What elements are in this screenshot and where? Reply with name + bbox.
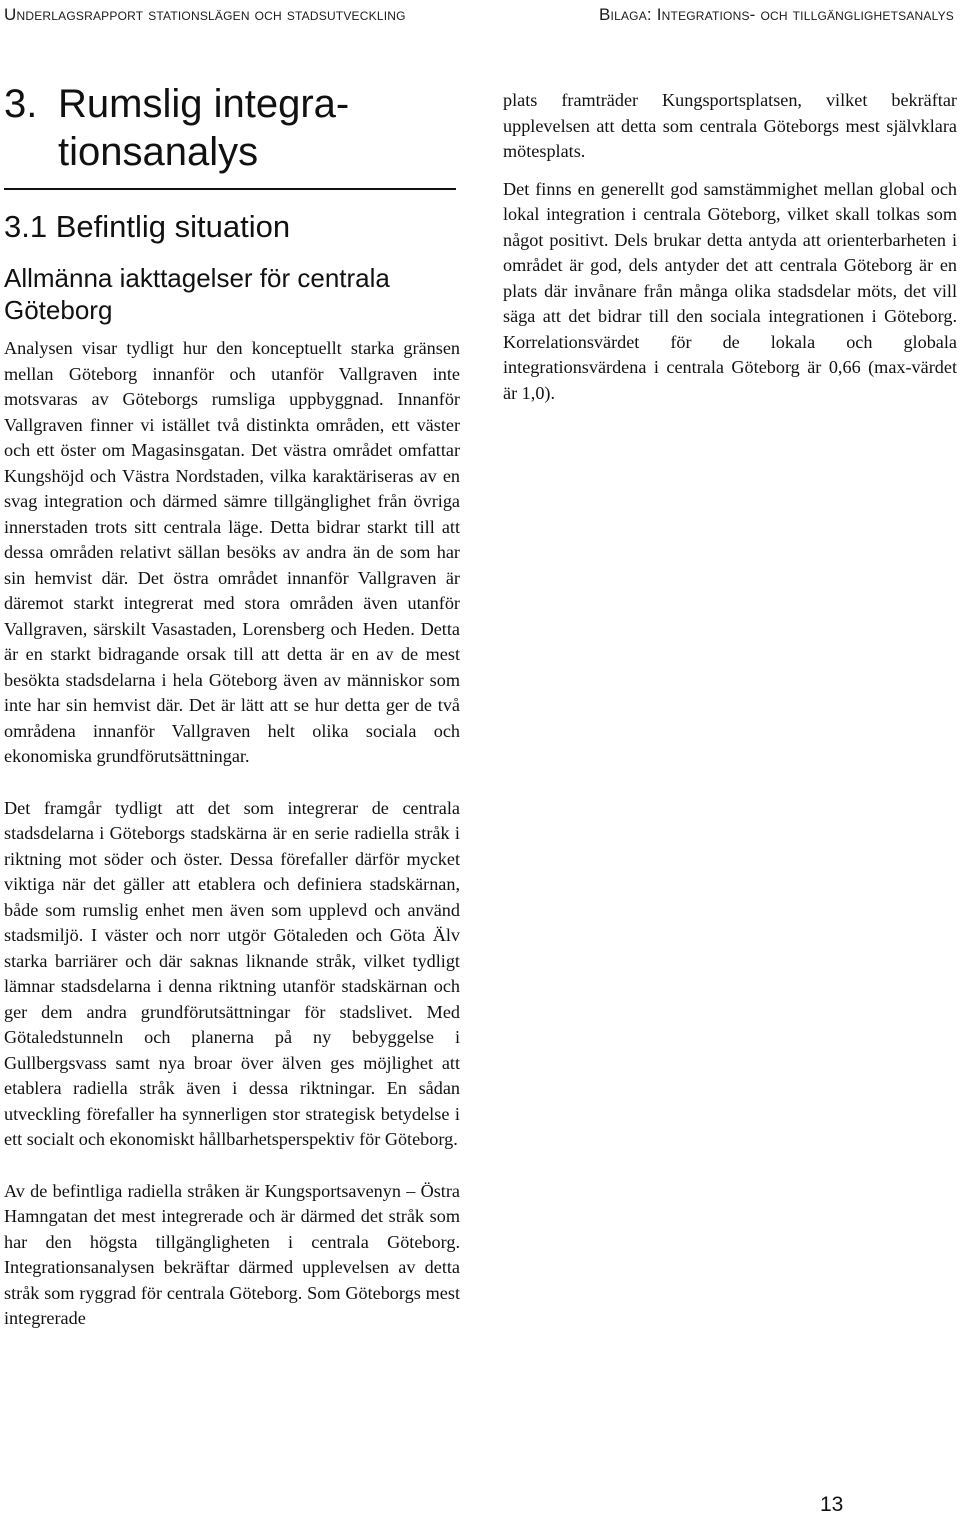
body-paragraph: Det finns en generellt god samstämmighet mellan global och lokal integration i centrala Göteborg, vilket skall tolkas som något positivt. Dels brukar detta antyda att orienterbarheten i området är god, dels antyder det att centrala Göteborg är en plats där invånare från många olika stadsdelar möts, det vill säga att det bidrar till den sociala integrationen i Göteborg. Korrelationsvärdet för de lokala och globala integrationsvärdena i centrala Göteborg är 0,66 (max-värdet är 1,0). [503, 178, 957, 403]
body-paragraph: Det framgår tydligt att det som integrerar de centrala stadsdelarna i Göteborgs stadskärna är en serie radiella stråk i riktning mot söder och öster. Dessa förefaller därför mycket viktiga när det gäller att etablera och definiera stadskärnan, både som rumslig enhet men även som upplevd och använd stadsmiljö. I väster och norr utgör Götaleden och Göta Älv starka barriärer och där saknas liknande stråk, vilket tydligt lämnar stadsdelarna i denna riktning utanför stadskärnan och ger dem andra grundförutsättningar för stadslivet. Med Götaledstunneln och planerna på ny bebyggelse i Gullbergsvass samt nya broar över älven ges möjlighet att etablera radiella stråk även i dessa riktningar. En sådan utveckling förefaller ha synnerligen stor strategisk betydelse i ett socialt och ekonomiskt hållbarhetsperspektiv för Göteborg. [4, 797, 460, 1149]
chapter-title [4, 80, 456, 190]
left-column [4, 80, 460, 1358]
running-header [4, 5, 954, 29]
subsection-title: Allmänna iakttagelser för centrala Göteborg [4, 263, 390, 325]
page-number: 13 [820, 1493, 844, 1516]
chapter-number: 3. [4, 82, 38, 126]
body-paragraph: Av de befintliga radiella stråken är Kungsportsavenyn – Östra Hamngatan det mest integrerade och är därmed det stråk som har den högsta tillgängligheten i centrala Göteborg. Integrationsanalysen bekräftar därmed upplevelsen av detta stråk som ryggrad för centrala Göteborg. Som Göteborgs mest integrerade [4, 1180, 460, 1328]
header-report-title: Underlagsrapport stationslägen och stadsutveckling [4, 5, 406, 24]
header-appendix-title: Bilaga: Integrations- och tillgänglighetsanalys [599, 5, 954, 24]
chapter-title-text: Rumslig integrationsanalys [58, 82, 350, 174]
right-column [503, 88, 957, 418]
body-paragraph: plats framträder Kungsportsplatsen, vilket bekräftar upplevelsen att detta som centrala Göteborgs mest självklara mötesplats. [503, 90, 957, 161]
body-paragraph: Analysen visar tydligt hur den konceptuellt starka gränsen mellan Göteborg innanför och utanför Vallgraven inte motsvaras av Göteborgs rumsliga uppbyggnad. Innanför Vallgraven finner vi istället två distinkta områden, ett väster och ett öster om Magasinsgatan. Det västra området omfattar Kungshöjd och Västra Nordstaden, vilka karaktäriseras av en svag integration och därmed sämre tillgänglighet från övriga innerstaden trots sitt centrala läge. Detta bidrar starkt till att dessa områden relativt sällan besöks av andra än de som har sin hemvist där. Det östra området innanför Vallgraven är däremot starkt integrerat med stora områden även utanför Vallgraven, särskilt Vasastaden, Lorensberg och Heden. Detta är en starkt bidragande orsak till att detta är en av de mest besökta stadsdelarna i hela Göteborg även av människor som inte har sin hemvist där. Det är lätt att se hur detta ger de två områdena innanför Vallgraven helt olika sociala och ekonomiska grundförutsättningar. [4, 338, 460, 766]
section-title: 3.1 Befintlig situation [4, 209, 291, 244]
